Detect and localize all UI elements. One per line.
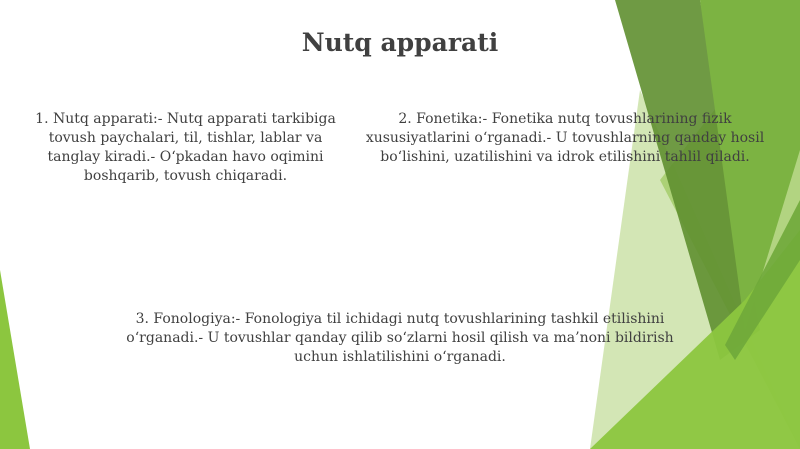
section-fonetika: 2. Fonetika:- Fonetika nutq tovushlarining fizik xususiyatlarini o‘rganadi.- U tovushlarning qanday hosil bo‘lishini, uzatilishini va idrok etilishini tahlil qiladi. bbox=[365, 111, 765, 165]
page-title: Nutq apparati bbox=[301, 28, 499, 57]
left-green-sliver bbox=[0, 270, 30, 449]
section-fonologiya: 3. Fonologiya:- Fonologiya til ichidagi nutq tovushlarining tashkil etilishini o‘rganadi.- U tovushlar qanday qilib so‘zlarni hosil qilish va ma’noni bildirish uchun ishlatilishini o‘rganadi. bbox=[126, 311, 674, 365]
section-nutq-apparati: 1. Nutq apparati:- Nutq apparati tarkibiga tovush paychalari, til, tishlar, lablar va tanglay kiradi.- O‘pkadan havo oqimini boshqarib, tovush chiqaradi. bbox=[35, 111, 336, 184]
